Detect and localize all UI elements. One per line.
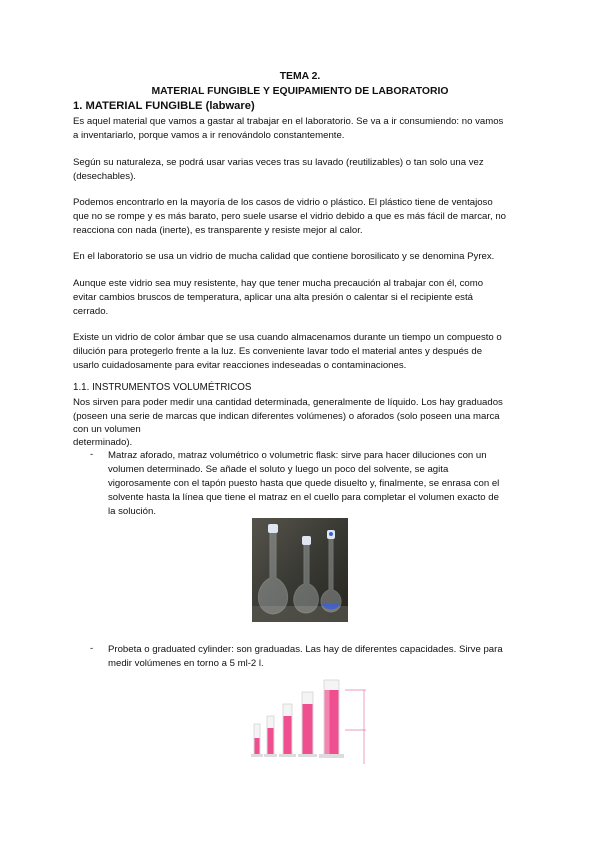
paragraph-line: Según su naturaleza, se podrá usar varias veces tras su lavado (reutilizables) o tan solo una vez: [73, 157, 484, 168]
paragraph-line: Es aquel material que vamos a gastar al trabajar en el laboratorio. Se va a ir consumiendo: no vamos: [73, 116, 504, 127]
list-item-line: la solución.: [108, 506, 156, 517]
paragraph-line: evitar cambios bruscos de temperatura, aplicar una alta presión o calentar si el recipiente está: [73, 292, 473, 303]
list-item-line: vigorosamente con el tapón puesto hasta que quede disuelto y, finalmente, se enrasa con el: [108, 478, 500, 489]
list-item-line: volumen determinado. Se añade el soluto y luego un poco del solvente, se agita: [108, 464, 449, 475]
paragraph-line: determinado).: [73, 437, 133, 448]
paragraph-line: Aunque este vidrio sea muy resistente, hay que tener mucha precaución al trabajar con él, como: [73, 278, 484, 289]
graduated-cylinders-photo: [248, 678, 372, 766]
paragraph-line: dilución para protegerlo frente a la luz. Es conveniente lavar todo el material antes y después de: [73, 346, 483, 357]
volumetric-flask-photo: [252, 518, 348, 622]
paragraph-line: usarlo cuidadosamente para evitar reacciones indeseadas o contaminaciones.: [73, 360, 407, 371]
list-bullet: -: [90, 643, 94, 654]
paragraph-line: a inventariarlo, porque vamos a ir renovándolo constantemente.: [73, 130, 345, 141]
section-1-1-heading: 1.1. INSTRUMENTOS VOLUMÉTRICOS: [73, 382, 252, 393]
paragraph-line: Nos sirven para poder medir una cantidad determinada, generalmente de líquido. Los hay graduados: [73, 397, 503, 408]
document-title: MATERIAL FUNGIBLE Y EQUIPAMIENTO DE LABORATORIO: [151, 86, 449, 97]
paragraph-line: cerrado.: [73, 306, 109, 317]
list-bullet: -: [90, 449, 94, 460]
paragraph-line: que no se rompe y es más barato, pero suele usarse el vidrio debido a que es más fácil de marcar, no: [73, 211, 507, 222]
list-item-line: solvente hasta la línea que tiene el matraz en el cuello para completar el volumen exacto de: [108, 492, 499, 503]
paragraph-line: (desechables).: [73, 171, 136, 182]
list-item-line: Matraz aforado, matraz volumétrico o volumetric flask: sirve para hacer diluciones con un: [108, 450, 487, 461]
list-item-line: medir volúmenes en torno a 5 ml-2 l.: [108, 658, 264, 669]
paragraph-line: Podemos encontrarlo en la mayoría de los casos de vidrio o plástico. El plástico tiene de ventajoso: [73, 197, 493, 208]
paragraph-line: (poseen una serie de marcas que indican diferentes volúmenes) o aforados (solo poseen una marca: [73, 411, 500, 422]
paragraph-line: con un volumen: [73, 424, 141, 435]
list-item-line: Probeta o graduated cylinder: son graduadas. Las hay de diferentes capacidades. Sirve para: [108, 644, 503, 655]
paragraph-line: En el laboratorio se usa un vidrio de mucha calidad que contiene borosilicato y se denomina Pyrex.: [73, 251, 495, 262]
topic-number: TEMA 2.: [279, 71, 321, 82]
paragraph-line: Existe un vidrio de color ámbar que se usa cuando almacenamos durante un tiempo un compuesto o: [73, 332, 502, 343]
paragraph-line: reacciona con nada (inerte), es transparente y resiste mejor al calor.: [73, 225, 363, 236]
section-1-heading: 1. MATERIAL FUNGIBLE (labware): [73, 100, 255, 112]
